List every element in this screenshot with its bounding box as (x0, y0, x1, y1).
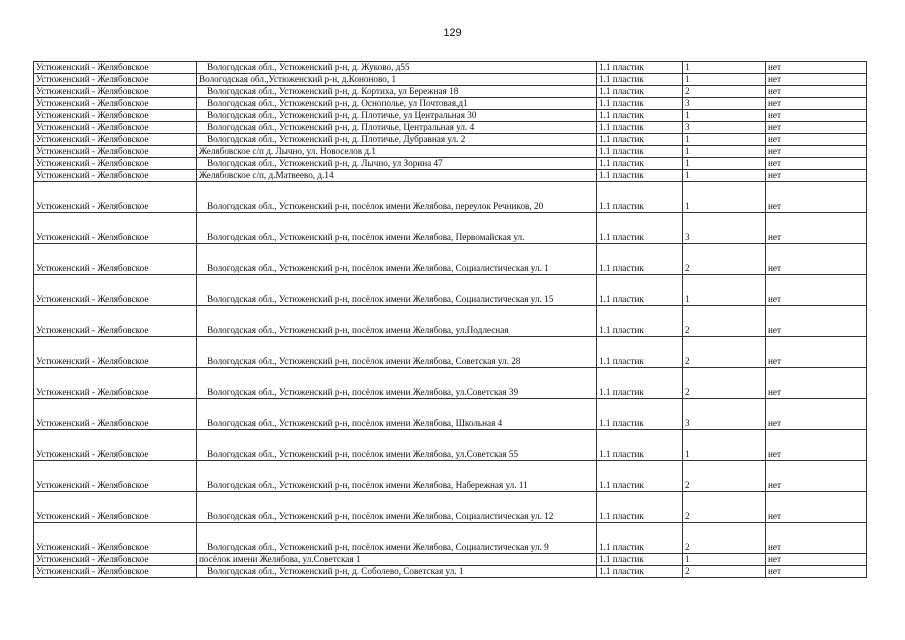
material-cell: 1.1 пластик (597, 134, 683, 146)
count-cell: 1 (683, 182, 766, 213)
address-text: Вологодская обл., Устюженский р-н, посёлок имени Желябова, ул.Советская 55 (207, 449, 519, 459)
address-cell (197, 461, 597, 492)
address-text: Вологодская обл., Устюженский р-н, д. Плотичье, Центральная ул. 4 (207, 122, 475, 132)
flag-cell: нет (766, 158, 867, 170)
table-row (34, 275, 867, 306)
material-cell: 1.1 пластик (597, 74, 683, 86)
table-row (34, 523, 867, 554)
address-text: Вологодская обл., Устюженский р-н, д. Жуково, д55 (207, 62, 410, 72)
address-cell (197, 213, 597, 244)
count-cell: 1 (683, 134, 766, 146)
material-cell: 1.1 пластик (597, 554, 683, 566)
table-row (34, 566, 867, 578)
address-text: Желябовское с/п, д.Матвеево, д.14 (199, 170, 334, 180)
address-cell (197, 110, 597, 122)
district-cell: Устюженский - Желябовское (34, 122, 197, 134)
table-row (34, 399, 867, 430)
material-cell: 1.1 пластик (597, 182, 683, 213)
flag-cell: нет (766, 182, 867, 213)
count-cell: 1 (683, 74, 766, 86)
flag-cell: нет (766, 368, 867, 399)
address-cell (197, 62, 597, 74)
count-cell: 1 (683, 146, 766, 158)
material-cell: 1.1 пластик (597, 566, 683, 578)
address-cell (197, 566, 597, 578)
district-cell: Устюженский - Желябовское (34, 554, 197, 566)
table-row (34, 122, 867, 134)
address-text: Вологодская обл., Устюженский р-н, д. Плотичье, ул Центральная 30 (207, 110, 477, 120)
count-cell: 2 (683, 492, 766, 523)
address-text: Вологодская обл., Устюженский р-н, д. Кортиха, ул Бережная 18 (207, 86, 459, 96)
table-row (34, 492, 867, 523)
table-row (34, 337, 867, 368)
flag-cell: нет (766, 566, 867, 578)
flag-cell: нет (766, 134, 867, 146)
address-cell (197, 492, 597, 523)
table-row (34, 158, 867, 170)
flag-cell: нет (766, 244, 867, 275)
flag-cell: нет (766, 170, 867, 182)
material-cell: 1.1 пластик (597, 122, 683, 134)
material-cell: 1.1 пластик (597, 62, 683, 74)
table-row (34, 146, 867, 158)
address-text: Вологодская обл., Устюженский р-н, посёлок имени Желябова, Социалистическая ул. 9 (207, 542, 549, 552)
flag-cell: нет (766, 523, 867, 554)
address-cell (197, 368, 597, 399)
address-cell (197, 554, 597, 566)
address-cell (197, 134, 597, 146)
material-cell: 1.1 пластик (597, 275, 683, 306)
count-cell: 2 (683, 306, 766, 337)
address-cell (197, 86, 597, 98)
address-text: Желябовское с/п д. Лычно, ул. Новоселов д.1 (199, 146, 376, 156)
address-text: Вологодская обл., Устюженский р-н, посёлок имени Желябова, Школьная 4 (207, 418, 503, 428)
district-cell: Устюженский - Желябовское (34, 492, 197, 523)
district-cell: Устюженский - Желябовское (34, 134, 197, 146)
material-cell: 1.1 пластик (597, 306, 683, 337)
count-cell: 2 (683, 368, 766, 399)
address-cell (197, 430, 597, 461)
table-row (34, 461, 867, 492)
address-cell (197, 523, 597, 554)
flag-cell: нет (766, 492, 867, 523)
table-row (34, 182, 867, 213)
table-row (34, 213, 867, 244)
table-row (34, 134, 867, 146)
flag-cell: нет (766, 337, 867, 368)
material-cell: 1.1 пластик (597, 492, 683, 523)
material-cell: 1.1 пластик (597, 170, 683, 182)
material-cell: 1.1 пластик (597, 430, 683, 461)
count-cell: 3 (683, 213, 766, 244)
table-row (34, 74, 867, 86)
district-cell: Устюженский - Желябовское (34, 74, 197, 86)
address-cell (197, 158, 597, 170)
table-body (34, 62, 867, 578)
flag-cell: нет (766, 62, 867, 74)
table-row (34, 110, 867, 122)
address-cell (197, 337, 597, 368)
count-cell: 3 (683, 399, 766, 430)
count-cell: 3 (683, 98, 766, 110)
material-cell: 1.1 пластик (597, 98, 683, 110)
count-cell: 1 (683, 62, 766, 74)
table-row (34, 430, 867, 461)
district-cell: Устюженский - Желябовское (34, 275, 197, 306)
district-cell: Устюженский - Желябовское (34, 430, 197, 461)
address-text: Вологодская обл., Устюженский р-н, посёлок имени Желябова, Первомайская ул. (207, 232, 525, 242)
table-row (34, 244, 867, 275)
material-cell: 1.1 пластик (597, 523, 683, 554)
table-row (34, 306, 867, 337)
count-cell: 2 (683, 244, 766, 275)
flag-cell: нет (766, 461, 867, 492)
flag-cell: нет (766, 74, 867, 86)
material-cell: 1.1 пластик (597, 213, 683, 244)
district-cell: Устюженский - Желябовское (34, 566, 197, 578)
district-cell: Устюженский - Желябовское (34, 368, 197, 399)
address-text: Вологодская обл., Устюженский р-н, посёлок имени Желябова, Социалистическая ул. 12 (207, 511, 554, 521)
count-cell: 1 (683, 430, 766, 461)
address-text: Вологодская обл., Устюженский р-н, д. Плотичье, Дубравная ул. 2 (207, 134, 466, 144)
count-cell: 2 (683, 461, 766, 492)
flag-cell: нет (766, 399, 867, 430)
address-text: Вологодская обл., Устюженский р-н, посёлок имени Желябова, ул.Советская 39 (207, 387, 519, 397)
flag-cell: нет (766, 554, 867, 566)
material-cell: 1.1 пластик (597, 110, 683, 122)
count-cell: 2 (683, 566, 766, 578)
page-number: 129 (443, 27, 462, 39)
district-cell: Устюженский - Желябовское (34, 182, 197, 213)
flag-cell: нет (766, 275, 867, 306)
flag-cell: нет (766, 98, 867, 110)
district-cell: Устюженский - Желябовское (34, 62, 197, 74)
flag-cell: нет (766, 306, 867, 337)
address-text: Вологодская обл., Устюженский р-н, д. Лычно, ул Зорина 47 (207, 158, 443, 168)
address-text: Вологодская обл.,Устюженский р-н, д.Кононово, 1 (199, 74, 397, 84)
address-cell (197, 170, 597, 182)
district-cell: Устюженский - Желябовское (34, 399, 197, 430)
district-cell: Устюженский - Желябовское (34, 523, 197, 554)
district-cell: Устюженский - Желябовское (34, 98, 197, 110)
address-text: Вологодская обл., Устюженский р-н, посёлок имени Желябова, Социалистическая ул. 15 (207, 294, 554, 304)
district-cell: Устюженский - Желябовское (34, 146, 197, 158)
address-text: посёлок имени Желябова, ул.Советская 1 (199, 554, 361, 564)
table-row (34, 170, 867, 182)
district-cell: Устюженский - Желябовское (34, 86, 197, 98)
address-text: Вологодская обл., Устюженский р-н, посёлок имени Желябова, переулок Речников, 20 (207, 201, 544, 211)
flag-cell: нет (766, 86, 867, 98)
district-cell: Устюженский - Желябовское (34, 337, 197, 368)
flag-cell: нет (766, 110, 867, 122)
flag-cell: нет (766, 430, 867, 461)
count-cell: 1 (683, 110, 766, 122)
district-cell: Устюженский - Желябовское (34, 244, 197, 275)
address-text: Вологодская обл., Устюженский р-н, посёлок имени Желябова, Советская ул. 28 (207, 356, 521, 366)
address-cell (197, 306, 597, 337)
count-cell: 1 (683, 158, 766, 170)
count-cell: 2 (683, 523, 766, 554)
district-cell: Устюженский - Желябовское (34, 461, 197, 492)
material-cell: 1.1 пластик (597, 244, 683, 275)
material-cell: 1.1 пластик (597, 158, 683, 170)
material-cell: 1.1 пластик (597, 146, 683, 158)
count-cell: 1 (683, 170, 766, 182)
table-row (34, 368, 867, 399)
district-cell: Устюженский - Желябовское (34, 158, 197, 170)
count-cell: 1 (683, 554, 766, 566)
table-row (34, 554, 867, 566)
address-cell (197, 244, 597, 275)
material-cell: 1.1 пластик (597, 461, 683, 492)
flag-cell: нет (766, 146, 867, 158)
address-text: Вологодская обл., Устюженский р-н, посёлок имени Желябова, ул.Подлесная (207, 325, 509, 335)
data-table (33, 61, 867, 578)
address-text: Вологодская обл., Устюженский р-н, д. Оснополье, ул Почтовая,д1 (207, 98, 468, 108)
district-cell: Устюженский - Желябовское (34, 213, 197, 244)
district-cell: Устюженский - Желябовское (34, 170, 197, 182)
count-cell: 1 (683, 275, 766, 306)
address-text: Вологодская обл., Устюженский р-н, д. Соболево, Советская ул. 1 (207, 566, 464, 576)
count-cell: 2 (683, 337, 766, 368)
address-cell (197, 122, 597, 134)
address-text: Вологодская обл., Устюженский р-н, посёлок имени Желябова, Набережная ул. 11 (207, 480, 528, 490)
count-cell: 2 (683, 86, 766, 98)
address-cell (197, 275, 597, 306)
address-cell (197, 98, 597, 110)
address-cell (197, 74, 597, 86)
flag-cell: нет (766, 213, 867, 244)
material-cell: 1.1 пластик (597, 368, 683, 399)
flag-cell: нет (766, 122, 867, 134)
district-cell: Устюженский - Желябовское (34, 110, 197, 122)
table-row (34, 62, 867, 74)
district-cell: Устюженский - Желябовское (34, 306, 197, 337)
table-row (34, 86, 867, 98)
address-cell (197, 146, 597, 158)
address-cell (197, 182, 597, 213)
material-cell: 1.1 пластик (597, 399, 683, 430)
material-cell: 1.1 пластик (597, 86, 683, 98)
address-cell (197, 399, 597, 430)
address-text: Вологодская обл., Устюженский р-н, посёлок имени Желябова, Социалистическая ул. 1 (207, 263, 549, 273)
table-row (34, 98, 867, 110)
count-cell: 3 (683, 122, 766, 134)
material-cell: 1.1 пластик (597, 337, 683, 368)
